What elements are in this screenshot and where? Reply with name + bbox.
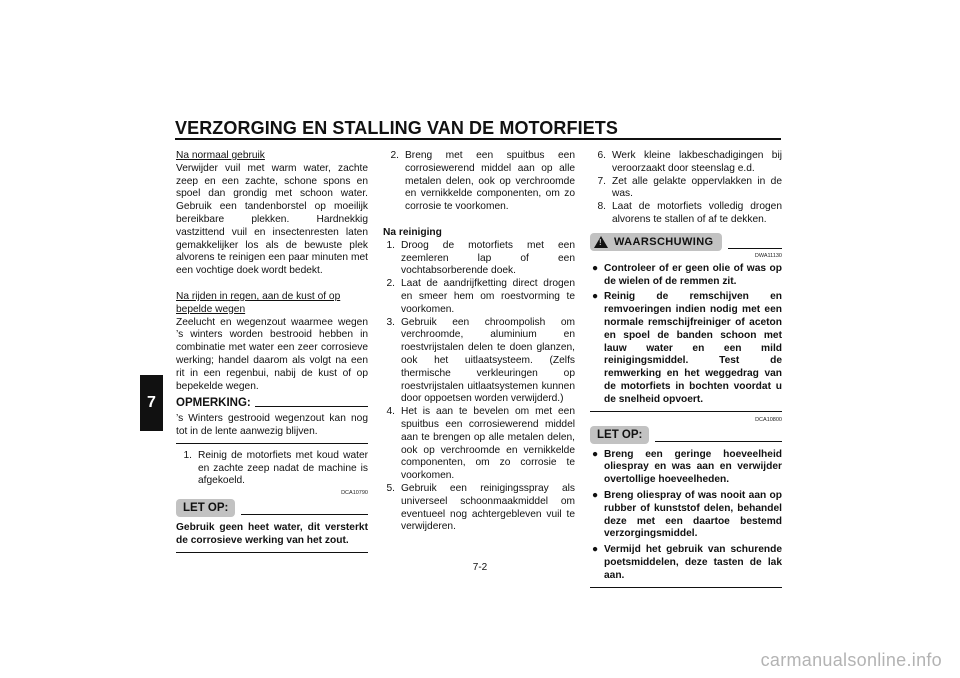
column-1 — [176, 150, 368, 553]
step-1-wash — [176, 450, 368, 488]
reference-code: DWA11130 — [754, 252, 782, 259]
note-label: OPMERKING: — [176, 397, 251, 410]
warning-bullet — [590, 291, 782, 406]
list-item — [383, 240, 575, 278]
step-text: Het is aan te bevelen om met een spuitbus een corrosiewerend middel aan te brengen op alle metalen delen, ook op verchroomde en vernikkelde componenten, om zo corrosie te voorkomen. — [401, 406, 575, 482]
bullet-icon: ● — [592, 489, 599, 501]
column-3 — [590, 150, 782, 588]
bullet-text: Controleer of er geen olie of was op de wielen of de remmen zit. — [604, 262, 782, 287]
section-heading-normal-use: Na normaal gebruik — [176, 150, 265, 161]
page-title: VERZORGING EN STALLING VAN DE MOTORFIETS — [175, 118, 619, 138]
list-item — [383, 317, 575, 407]
bullet-text: Reinig de remschijven en remvoeringen indien nodig met een normale remschijfreiniger of aceton en spoel de banden schoon met lauw water en een mild reinigingsmiddel. Test de remwerking en het weggedrag van de motorfiets in bochten voordat u de snelheid opvoert. — [604, 291, 782, 405]
section-heading-rain-coast: Na rijden in regen, aan de kust of op bepelde wegen — [176, 290, 341, 315]
caution-bullet — [590, 490, 782, 541]
bullet-icon: ● — [592, 448, 599, 460]
caution-header — [176, 499, 368, 517]
reference-code: DCA10800 — [755, 416, 782, 423]
list-item — [383, 278, 575, 316]
bullet-icon: ● — [592, 291, 599, 303]
warning-bullet — [590, 263, 782, 289]
caution-badge: LET OP: — [590, 426, 649, 444]
caution-badge: LET OP: — [176, 499, 235, 517]
reference-code: DCA10790 — [341, 490, 368, 497]
bullet-text: Breng oliespray of was nooit aan op rubber of kunststof delen, behandel deze met een daartoe bestemd verzorgingsmiddel. — [604, 489, 782, 540]
list-item — [590, 201, 782, 227]
step-text: Breng met een spuitbus een corrosiewerend middel aan op alle metalen delen, ook op verchroomde en vernikkelde componenten, om zo corrosie te voorkomen. — [405, 150, 575, 213]
note-header-rule — [255, 406, 368, 407]
warning-label: WAARSCHUWING — [614, 235, 714, 248]
note-header — [176, 397, 368, 410]
step-number: 3. — [386, 316, 395, 328]
step-text: Reinig de motorfiets met koud water en zachte zeep nadat de machine is afgekoeld. — [198, 449, 368, 487]
caution-header-rule — [655, 441, 782, 442]
caution-text: Gebruik geen heet water, dit versterkt de corrosieve werking van het zout. — [176, 522, 368, 546]
step-number: 6. — [597, 150, 606, 161]
paragraph-rain-coast: Zeelucht en wegenzout waarmee wegen ’s winters worden bestrooid hebben in combinatie met water een zeer corrosieve werking; handel daarom als volgt na een rit in een regenbui, nabij de kust of op bepekelde wegen. — [176, 316, 368, 392]
warning-end-rule — [590, 411, 782, 412]
watermark: carmanualsonline.info — [760, 650, 942, 670]
step-number: 2. — [390, 150, 399, 161]
step-number: 4. — [386, 406, 395, 418]
list-item — [590, 176, 782, 202]
bullet-icon: ● — [592, 262, 599, 274]
step-text: Droog de motorfiets met een zeemleren lap of een vochtabsorberende doek. — [401, 239, 575, 277]
step-text: Gebruik een chroompolish om verchroomde, aluminium en roestvrijstalen delen te doen glanzen, ook het uitlaatsysteem. (Zelfs thermische verkleuringen op roestvrijstalen uitlaatsystemen kunnen door oppoetsen worden verwijderd.) — [401, 316, 575, 405]
step-number: 7. — [597, 175, 606, 187]
step-number: 1. — [386, 239, 395, 251]
note-text: ’s Winters gestrooid wegenzout kan nog tot in de lente aanwezig blijven. — [176, 413, 368, 437]
paragraph-normal-use: Verwijder vuil met warm water, zachte zeep en een zachte, schone spons en spoel dan grondig met schoon water. Gebruik een tandenborstel op moeilijk bereikbare plekken. Hardnekkig vastzittend vuil en insectenresten laten gemakkelijker los als de bewuste plek alvorens te reinigen een paar minuten met een vochtige doek wordt bedekt. — [176, 162, 368, 277]
step-text: Laat de aandrijfketting direct drogen en smeer hem om roestvorming te voorkomen. — [401, 278, 575, 315]
caution-end-rule — [590, 587, 782, 588]
list-item — [383, 406, 575, 483]
warning-badge — [590, 233, 722, 251]
caution-header-rule — [241, 514, 368, 515]
section-heading-after-cleaning: Na reiniging — [383, 226, 442, 238]
step-text: Zet alle gelakte oppervlakken in de was. — [612, 175, 782, 200]
warning-header-rule — [728, 248, 782, 249]
bullet-text: Breng een geringe hoeveelheid oliespray en was aan en verwijder overtollige hoeveelheden. — [604, 448, 782, 486]
caution-end-rule — [176, 552, 368, 553]
chapter-tab: 7 — [140, 375, 163, 431]
column-2 — [383, 150, 575, 534]
title-rule — [175, 138, 781, 140]
bullet-text: Vermijd het gebruik van schurende poetsmiddelen, deze tasten de lak aan. — [604, 544, 782, 581]
warning-triangle-icon: ! — [594, 236, 608, 248]
bullet-icon: ● — [592, 544, 599, 556]
step-text: Werk kleine lakbeschadigingen bij veroorzaakt door steenslag e.d. — [612, 150, 782, 174]
step-number: 2. — [386, 278, 395, 290]
warning-header — [590, 233, 782, 251]
list-item — [590, 150, 782, 176]
step-text: Gebruik een reinigingsspray als universeel schoonmaakmiddel om eventueel nog achtergebleven vuil te verwijderen. — [401, 482, 575, 533]
step-2-corrosion — [383, 150, 575, 214]
caution-header — [590, 426, 782, 444]
list-item — [383, 483, 575, 534]
step-number: 1. — [183, 449, 192, 461]
step-number: 5. — [386, 482, 395, 494]
step-text: Laat de motorfiets volledig drogen alvorens te stallen of af te dekken. — [612, 201, 782, 225]
page-number: 7-2 — [472, 562, 488, 573]
step-number: 8. — [597, 201, 606, 213]
caution-bullet — [590, 449, 782, 487]
